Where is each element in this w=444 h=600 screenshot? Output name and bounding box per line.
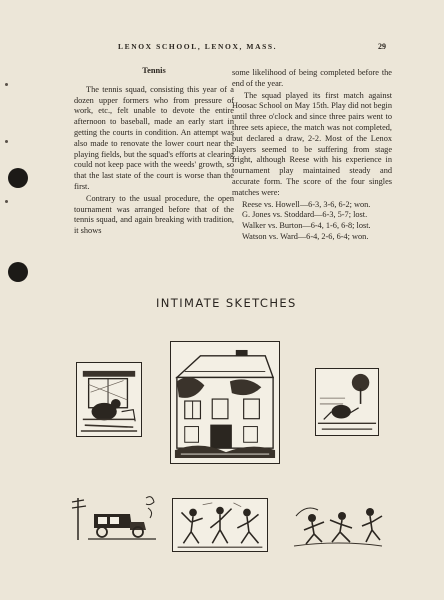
score-line: Watson vs. Ward—6-4, 2-6, 6-4; won. [242,231,369,241]
score-line: Walker vs. Burton—6-4, 1-6, 6-8; lost. [242,221,371,231]
sketch-dancing-figures [172,498,268,552]
score-line: G. Jones vs. Stoddard—6-3, 5-7; lost. [242,210,368,220]
article-paragraph: Contrary to the usual procedure, the open tournament was arranged before that of the tennis squad, and again breaking with tradition, it shows [74,193,234,236]
sketch-running-figures [290,496,386,550]
binder-hole-top [8,168,28,188]
running-head: LENOX SCHOOL, LENOX, MASS. [118,42,278,51]
article-column-right [232,68,392,243]
margin-mark [5,200,8,203]
article-column-left [74,66,234,237]
article-paragraph: The squad played its first match against Hoosac School on May 15th. Play did not begin until three o'clock and since three pairs went to three sets apiece, the match was not completed, but declared a draw, 2-2. Most of the Lenox players seemed to be suffering from stage fright, although Reese with his experience in tournament play maintained steady and accurate form. The score of the four singles matches were: [232,90,392,197]
sketch-figure-with-tree [315,368,379,436]
sketch-old-car-drawing [70,492,162,544]
singles-scores [232,200,392,243]
page-number: 29 [378,42,386,51]
article-paragraph: The tennis squad, consisting this year of a dozen upper formers who from pressure of work, etc., felt unable to devote the entire afternoon to baseball, made an early start in getting the courts in condition. An attempt was also made to renovate the lower court near the playing fields, but the squad's efforts at clearing could not keep pace with the weeds' growth, so that the last state of the court is worse than the first. [74,84,234,191]
sketch-school-building-drawing [171,342,279,463]
sketch-figure-at-window [76,362,142,437]
sketch-running-figures-drawing [290,496,386,550]
sketch-figure-with-tree-drawing [316,369,378,435]
sketch-school-building [170,341,280,464]
sketch-old-car [70,492,162,544]
margin-mark [5,140,8,143]
sketches-heading: INTIMATE SKETCHES [156,296,297,310]
article-title: Tennis [142,66,166,75]
margin-mark [5,83,8,86]
binder-hole-bottom [8,262,28,282]
sketch-figure-at-window-drawing [77,363,141,436]
article-paragraph-continued: some likelihood of being completed before the end of the year. [232,68,392,88]
score-line: Reese vs. Howell—6-3, 3-6, 6-2; won. [242,199,371,209]
sketch-dancing-figures-drawing [173,499,267,551]
